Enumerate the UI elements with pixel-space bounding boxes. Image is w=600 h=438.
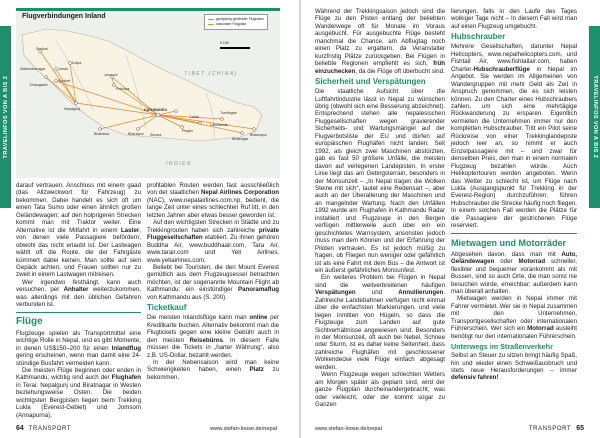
footer-section: TRANSPORT [28, 426, 72, 432]
page-number: 65 [576, 425, 584, 432]
right-page [301, 0, 600, 438]
body-bold: defensiv fahren! [451, 374, 499, 382]
map-place: Nepalgunj [64, 107, 81, 111]
map-place: Dhangadhi [30, 83, 48, 87]
body-text: lierungen, falls in den Laufe des Tages wolkiger Tage nicht – In diesem Fall wird man auf einen Flugzeug umgebucht. [451, 8, 577, 30]
map-scale-label: 0 100 [220, 41, 229, 45]
section-tab-left [0, 26, 11, 208]
right-col-2 [451, 8, 577, 382]
heading-text: Flüge [16, 315, 43, 327]
body-text: von Kathmandu aus (S. 200). [147, 293, 227, 301]
body-text: , da die Flüge oft überbucht sind. [355, 67, 445, 75]
body-text: Wenn Flugzeuge wegen schlechten Wetters am Morgen später als geplant sind, wird der ganze Flugplan durcheinandergebracht, was oder vielleicht, oder der kommt sogar zu Ganzen [315, 371, 445, 409]
body-text: Die meisten Inlandsflüge kann man [147, 314, 247, 322]
body-bold: Motorrad [518, 258, 546, 266]
map-title: Flugverbindungen Inland [22, 13, 106, 20]
body-bold: Hubschrauberflüge [473, 65, 530, 73]
body-text: Auf den wichtigsten Strecken in Städte und zu Trekkingrouten haben sich zahlreiche [147, 219, 279, 234]
map-scale-bar [220, 47, 250, 49]
body-bold: Motorrad [527, 325, 554, 333]
legend-dashed-icon [208, 24, 214, 25]
body-bold: Auto, Geländewagen [451, 250, 577, 266]
legend-line-icon [208, 19, 214, 20]
left-page [0, 0, 299, 438]
body-text: Selbst an Steuer zu sitzen bringt häufig Spaß, hin und wieder einen Schweißausbruch und stets neue Herausforderungen – immer [451, 352, 577, 375]
body-text: in Terai: Nepalgunj und Biratnagar in Westen beziehungsweise Osten. Die beiden wichtigsten Bergpisten liegen beim Trekking Lukla (Everest-Gebiet) und Jomsom (Annapurna). [16, 381, 141, 419]
body-text: oder [500, 258, 513, 266]
body-text: Abgesehen davon, dass man mit [451, 250, 556, 258]
body-bold: private Fluggesellschaften [147, 226, 279, 242]
section-rule [451, 233, 577, 234]
left-col-2 [147, 182, 279, 381]
footer-section: TRANSPORT [528, 426, 572, 432]
body-text: , von denen viele Passagiere befördern, obwohl das nicht erlaubt ist. Der Lastwagen wählt oft die Route, die der Fahrgäste kümmert dabei keinen. Man sollte auf sein Gepäck achten, und Frauen sollten nur zu zweit in einem Lastwagen mitreisen. [16, 226, 141, 279]
body-text: weiterzukommen, was allerdings mit den üblichen Gefahren verbunden ist. [16, 286, 141, 309]
body-text: darauf vertrauen, Anschluss mit einem gaad (das Allzweckwort für Fahrzeug) zu bekommen. Dabei handelt es sich oft um einen Tata Sumo oder einen ähnlich großen Geländewagen; auf den holprigeren Strecken kommt man mit Traktor weiter. Eine Alternative ist die Mitfahrt in einem [16, 182, 141, 234]
map-place: Biratnagar [232, 137, 249, 141]
body-text: Mehrere Gesellschaften, darunter Nepal Helicopters, www.nepalhelicopters.com, und Fishtail Air, www.fishtailair.com, haben Charter- [451, 43, 577, 73]
section-tab-right [589, 26, 600, 208]
left-col-1 [16, 182, 141, 419]
flight-route-map [16, 8, 280, 178]
heading-hubschrauber: Hubschrauber [451, 32, 506, 42]
legend-label: saisonaler Flugplatz [216, 22, 247, 26]
body-text: Flugzeuge spielen als Transportmittel eine wichtige Rolle in Nepal, und es gibt Momente, in denen US$150–200 für einen [16, 329, 141, 352]
map-place: Mahendranagar [20, 67, 46, 71]
right-footer [529, 425, 584, 432]
legend-row-seasonal [208, 22, 264, 27]
body-bold: Laster [120, 226, 140, 234]
legend-label: ganzjährig geöffneter Flughafen [216, 17, 264, 21]
body-text: profitablen Routen werden fast ausschließlich von der staatlichen [147, 182, 279, 197]
body-text: gering erscheinen, wenn man damit eine 24-stündige Busfahrt vermeiden kann. [16, 352, 141, 367]
body-text: etabliert. Zu ihnen gehören Buddha Air, www.buddhaair.com, Tara Air, www.tarair.com und Yeti Airlines, www.yetiairlines.com. [147, 234, 279, 264]
map-region-tibet: TIBET (CHINA) [184, 71, 238, 77]
section-rule [16, 312, 141, 313]
body-text: . Zahlreiche Landebahnen verfügen nicht einmal über die einfachsten Markierungen, und viele liegen inmitten von Hügeln, so dass die Flugzeuge zum Landen auf gute Sichtverhältnisse angewiesen sind. Besonders in der Monsunzeit, oft auch bei Nebel, Schnee oder Sturm, ist es daher keine Seltenheit, dass zahlreiche Flughäfen mit geschlossener Wolkendecke viele Flüge einfach abgesagt werden. [315, 289, 445, 371]
body-bold: Reisebüros [189, 336, 223, 344]
body-text: Ein weiteres Problem bei Flügen in Nepal sind die weitverbreitenen häufigen [315, 274, 445, 289]
heading-ticketkauf: Ticketkauf [147, 303, 187, 313]
map-region-india: INDIEN [166, 161, 192, 167]
body-text: in Nepal im Angebot. Sie werden im Allgemeinen von Wandergruppen mit mehr Geld als Zeit in Anspruch genommen, die es sich leisten können. Zu den Charter eines Hubschraubers zahlen, um sich eine mehrtägige Rückwanderung zu ersparen. Eigentlich vermieten die Unternehmen immer nur den kompletten Hubschrauber. Tritt ein Pilot seine Rückreise von einer Trekkinglandepiste jedoch leer an, so nimmt er auch Einzelpassagiere mit – und zwar für denselben Preis, den man in einem normalen Flugzeug bezahlen würde. Auch Helikoptertouren werden angeboten. Wenn das Wetter zu schlecht ist, um Flüge nach Lukla (Ausgangspunkt für Trekking in der Everest-Region) durchzuführen, führen Hubschrauber die Strecke häufig noch fliegen. In einem solchen Fall werden die Plätze für die Passagiere der gestrichenen Flüge reserviert. [451, 65, 577, 230]
heading-text: Mietwagen und Motorräder [451, 237, 567, 248]
body-bold: Nepal Airlines Corporation [200, 189, 279, 197]
body-text: Die meisten Flüge beginnen oder enden in Kathmandu; wichtig sind auch der [16, 366, 141, 382]
map-place: Dolpa [72, 61, 82, 65]
map-place: Jumla [58, 67, 68, 71]
section-tab-label: TRAVELINFOS VON A BIS Z [2, 75, 9, 159]
heading-fluege [16, 316, 141, 328]
heading-strassenverkehr: Unterwegs im Straßenverkehr [451, 342, 553, 352]
body-bold: Flughafen [111, 374, 141, 382]
map-drawing [16, 11, 280, 181]
map-place: Bhairawa [94, 132, 109, 136]
left-footer [16, 425, 71, 432]
body-bold: Panoramaflug [238, 286, 279, 294]
footer-url[interactable]: www.stefan-loose.de/nepal [315, 426, 382, 432]
body-text: ausleiht benötigt nur den internationalen Führerschein. [451, 325, 577, 340]
body-text: schneller, flexibler und bequemer vorankommt als mit Bussen, sind so auch Orte, die man sonst nie besuchen würde, erreichbar; außerdem kann man überall anhalten. [451, 258, 577, 295]
map-place: Pokhara [116, 87, 130, 91]
body-text: Die staatliche Aufsicht über die Luftfahrtindustrie lässt in Nepal zu wünschen übrig (obwohl sich eine Besserung abzeichnet). Entsprechend stehen alle nepalesischen Fluggesellschaften wegen gravierender Sicherheits- und Wartungsmängel auf der Flugverbotsliste der EU und dürfen auf europäischen Flughäfen nicht landen. Seit 1992, als gleich zwei Maschinen abstürzten, gab es fast 50 größere Unfälle, die meisten davon auf verlegenen Landepisten. In erster Linie liegt das am Gebirgsterrain, besonders in der Monsunzeit – „In Nepal tragen die Wolken Steine mit sich“, lautet eine Redensart –, aber auch an der Überalterung der Maschinen und an mangelnder Wartung. Nach den Unfällen 1992 wurde am Flughafen in Kathmandu Radar installiert und Flugzeuge in den Bergen verfügen mittlerweile auch über ein ein geschichtetes Warnsystem, ansonsten jedoch muss man dem Können und der Erfahrung der Piloten vertrauen. Es ist jedoch müßig zu fragen, ob Fliegen nun weniger oder gefährlich ist als eine Fahrt mit dem Bus – die Antwort ist ein äußerst gefährliches Monsunfest. [315, 88, 445, 274]
heading-mietwagen [451, 237, 577, 249]
map-place: Lamidanda [210, 123, 228, 127]
map-place: Tumlingtar [220, 111, 237, 115]
map-place-capital: KATHMANDU [144, 108, 168, 112]
body-text: Wer irgendwo festhängt, kann auch versuchen, per [16, 278, 141, 294]
map-place: Surkhet [58, 79, 71, 83]
body-text: (NAC), www.nepalairlines.com.np, bedient, die lange Zeit unter eines schlechten Ruf litt, in den letzten Jahren aber etwas besser geworden ist. [147, 196, 279, 219]
body-text: . In diesem Falle müssen die Tickets in „harter Währung“, also z.B. US-Dollar, bezahlt werden. [147, 336, 279, 359]
body-text: und [371, 289, 383, 297]
map-legend [204, 14, 268, 30]
body-bold: online [249, 314, 268, 322]
body-text: per Kreditkarte buchen. Alternativ bekommt man die Flugtickets gegen eine kleine Gebühr auch in den meisten [147, 314, 279, 344]
map-place: Jomsom [104, 73, 118, 77]
map-place: Phaplu [182, 129, 194, 133]
map-place: Simikot [36, 47, 48, 51]
map-place: Simara [150, 133, 162, 137]
map-place: Bharatpur [128, 132, 144, 136]
map-place: Lukla [190, 115, 199, 119]
right-col-1 [315, 8, 445, 409]
body-bold: früh einzuchecken [315, 60, 445, 75]
body-text: zu bekommen, [147, 366, 279, 381]
page-number: 64 [16, 425, 24, 432]
section-tab-label: TRAVELINFOS VON A BIS Z [591, 75, 598, 159]
body-text: In der Nebensaison wird man keine Schwierigkeiten haben, einen [147, 358, 279, 374]
map-place: Bhadrapur [250, 133, 267, 137]
body-text: Mietwagen werden in Nepal immer mit Fahrer vermietet. Wer sie in Nepal zusammen mit den Unternehmen, Transportgesellschaften oder internationalen Führerschein. Wer sich ein [451, 295, 577, 333]
body-bold: Verspätungen [315, 289, 356, 297]
body-bold: Platz [249, 366, 264, 374]
heading-sicherheit: Sicherheit und Verspätungen [315, 77, 426, 87]
body-text: Beliebt bei Touristen, die den Mount Everest gemütlich aus dem Flugzeugsessel betrachten möchten, ist der sogenannte Mountain Flight ab Kathmandu: ein einstündiger [147, 263, 279, 294]
body-bold: Inlandflug [111, 344, 141, 352]
body-text: Während der Trekkingsaison jedoch sind die Flüge zu den Pisten entlang der beliebten Wanderwege oft für Monate im Voraus ausgebucht. Für ausgebuchte Flüge besteht manchmal die Chance, am Abflugtag noch einen Platz zu ergattern, da Veranstalter kurzfristig Plätze zurückgeben. Bei Flügen in beliebte Regionen empfiehlt es sich, [315, 8, 445, 68]
footer-url[interactable]: www.stefan-loose.de/nepal [210, 426, 277, 432]
body-bold: Annullierungen [398, 289, 444, 297]
body-bold: Anhalter [63, 286, 89, 294]
